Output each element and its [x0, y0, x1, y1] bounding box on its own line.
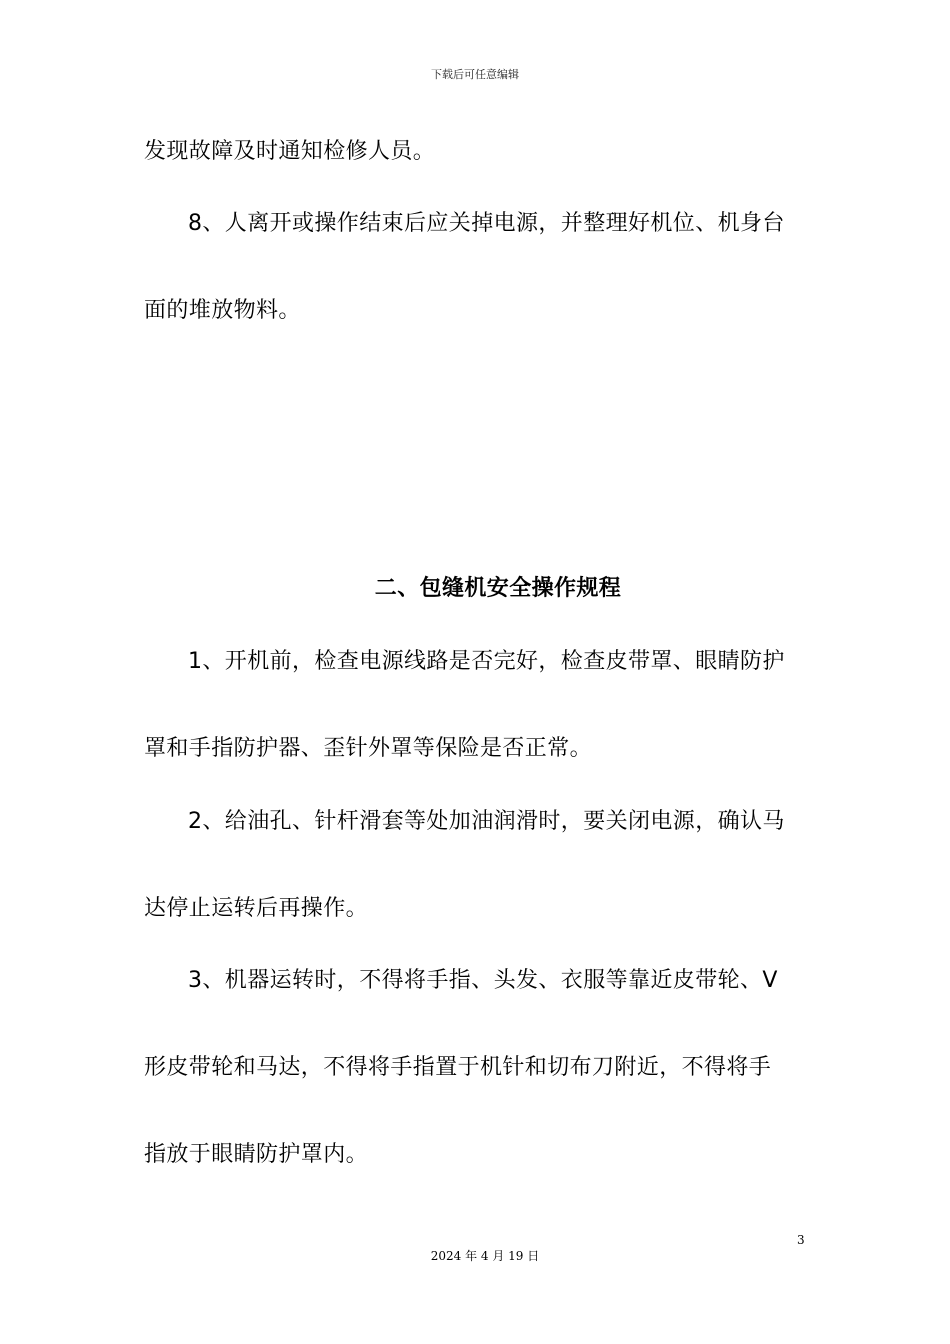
item-2-line-2: 达停止运转后再操作。 — [144, 896, 369, 921]
item-1-line-2: 罩和手指防护器、歪针外罩等保险是否正常。 — [144, 736, 593, 761]
item-3-line-3: 指放于眼睛防护罩内。 — [144, 1142, 369, 1167]
page-number: 3 — [797, 1233, 805, 1247]
item-8-line-1: 8、人离开或操作结束后应关掉电源，并整理好机位、机身台 — [188, 211, 785, 236]
footer-date: 2024 年 4 月 19 日 — [430, 1249, 540, 1263]
item-3-line-1: 3、机器运转时，不得将手指、头发、衣服等靠近皮带轮、V — [188, 968, 778, 993]
item-1-line-1: 1、开机前，检查电源线路是否完好，检查皮带罩、眼睛防护 — [188, 649, 785, 674]
item-3-line-2: 形皮带轮和马达，不得将手指置于机针和切布刀附近，不得将手 — [144, 1055, 772, 1080]
section-title: 二、包缝机安全操作规程 — [374, 576, 622, 601]
paragraph-line: 发现故障及时通知检修人员。 — [144, 139, 436, 164]
item-2-line-1: 2、给油孔、针杆滑套等处加油润滑时，要关闭电源，确认马 — [188, 809, 785, 834]
header-note: 下载后可任意编辑 — [431, 68, 519, 81]
item-8-line-2: 面的堆放物料。 — [144, 298, 301, 323]
